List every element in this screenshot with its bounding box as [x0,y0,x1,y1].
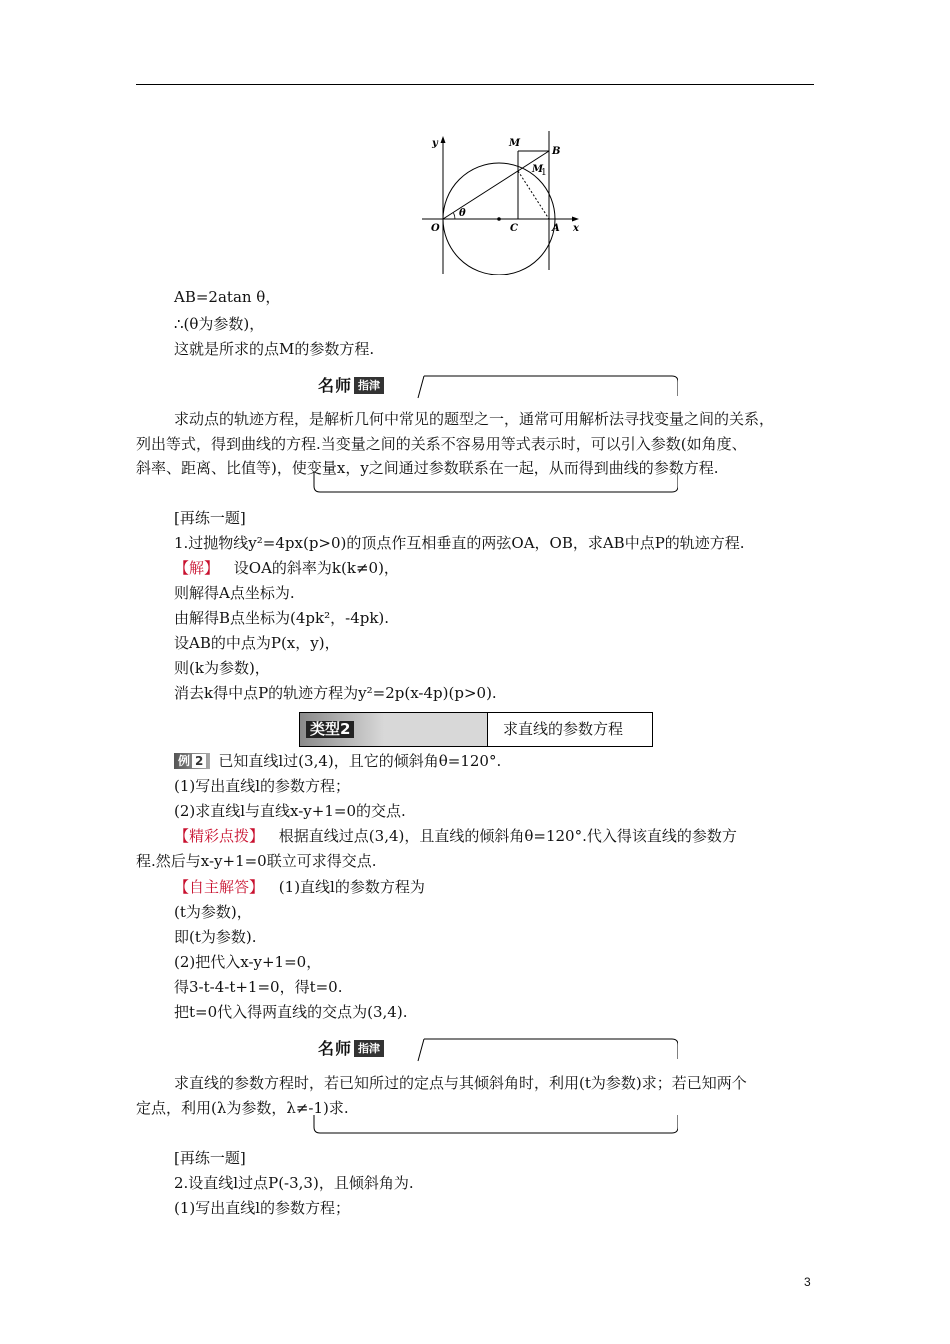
practice-2-part-1: (1)写出直线l的参数方程； [174,1199,351,1217]
example-2-text: 已知直线l过(3,4)，且它的倾斜角θ=120°. [218,752,502,770]
label-m1-sub: 1 [541,168,547,178]
self-answer-line-1 [174,880,425,895]
label-o: O [431,223,440,234]
tip2-line-2: 定点，利用(λ为参数，λ≠-1)求. [136,1099,349,1117]
angle-arc [454,213,456,219]
practice-1-header: [再练一题] [174,509,246,527]
example-2-tag-text: 例 [178,754,191,768]
tip1-line-1: 求动点的轨迹方程，是解析几何中常见的题型之一，通常可用解析法寻找变量之间的关系， [174,410,775,428]
tip-tag-2 [318,1040,384,1057]
solution-tag: 【解】 [174,559,220,577]
type-2-header [299,712,653,747]
tip-tag-1 [318,377,384,394]
self-answer-line-6: 把t=0代入得两直线的交点为(3,4). [174,1003,408,1021]
self-answer-line-3: 即(t为参数). [174,928,257,946]
practice-1-step-d: 则(k为参数)， [174,659,270,677]
tip-tag-1-text: 名师 [318,375,353,395]
page-number: 3 [804,1275,811,1289]
practice-1-step-a: 则解得A点坐标为. [174,584,295,602]
hint-text-a: 根据直线过点(3,4)，且直线的倾斜角θ=120°.代入得该直线的参数方 [278,827,737,845]
self-answer-tag: 【自主解答】 [174,878,265,896]
practice-1-solution [174,561,399,576]
tip-tag-2-badge: 指津 [354,1040,384,1057]
center-point [497,217,501,221]
label-theta: θ [459,208,466,219]
header-rule [136,84,814,85]
type-2-divider [487,713,488,746]
label-c: C [510,223,518,234]
hint-line-1 [174,829,737,844]
label-m: M [509,138,521,149]
solution-text: 设OA的斜率为k(k≠0)， [233,559,399,577]
practice-2-question: 2.设直线l过点P(-3,3)，且倾斜角为. [174,1174,414,1192]
label-y: y [432,138,438,149]
label-b: B [552,146,561,157]
self-answer-line-5: 得3-t-4-t+1=0，得t=0. [174,978,343,996]
example-2-num: 2 [192,754,206,768]
example-2-question [174,753,501,769]
label-x: x [573,223,579,234]
tip-tag-1-badge: 指津 [354,377,384,394]
self-answer-line-4: (2)把代入x-y+1=0， [174,953,322,971]
label-m1: M [532,164,544,175]
tip2-line-1: 求直线的参数方程时，若已知所过的定点与其倾斜角时，利用(t为参数)求；若已知两个 [174,1074,747,1092]
self-answer-line-2: (t为参数)， [174,903,252,921]
type-2-title: 求直线的参数方程 [503,720,624,738]
text-ab: AB=2atan θ， [174,288,281,306]
hint-tag: 【精彩点拨】 [174,827,265,845]
text-conclusion: 这就是所求的点M的参数方程. [174,340,375,358]
type-2-tag-area [300,713,487,746]
hint-line-2: 程.然后与x-y+1=0联立可求得交点. [136,852,377,870]
tip1-line-3: 斜率、距离、比值等)，使变量x，y之间通过参数联系在一起，从而得到曲线的参数方程. [136,459,719,477]
practice-1-step-e: 消去k得中点P的轨迹方程为y²=2p(x-4p)(p>0). [174,684,497,702]
x-axis-arrow [572,217,579,222]
practice-1-step-b: 由解得B点坐标为(4pk²，-4pk). [174,609,390,627]
example-2-part-1: (1)写出直线l的参数方程； [174,777,351,795]
example-2-part-2: (2)求直线l与直线x-y+1=0的交点. [174,802,406,820]
self-answer-text-a: (1)直线l的参数方程为 [278,878,425,896]
type-2-label: 类型2 [306,721,354,738]
practice-2-header: [再练一题] [174,1149,246,1167]
circle-tangent-figure [412,130,592,275]
tip-tag-2-text: 名师 [318,1038,353,1058]
tip1-line-2: 列出等式，得到曲线的方程.当变量之间的关系不容易用等式表示时，可以引入参数(如角度、 [136,435,747,453]
practice-1-question: 1.过抛物线y²=4px(p>0)的顶点作互相垂直的两弦OA，OB，求AB中点P的轨迹方程. [174,534,745,552]
label-a: A [552,223,560,234]
example-2-tag [174,753,210,769]
text-therefore: ∴(θ为参数)， [174,315,265,333]
line-m1a [518,171,549,219]
practice-1-step-c: 设AB的中点为P(x，y)， [174,634,340,652]
y-axis-arrow [441,136,446,143]
